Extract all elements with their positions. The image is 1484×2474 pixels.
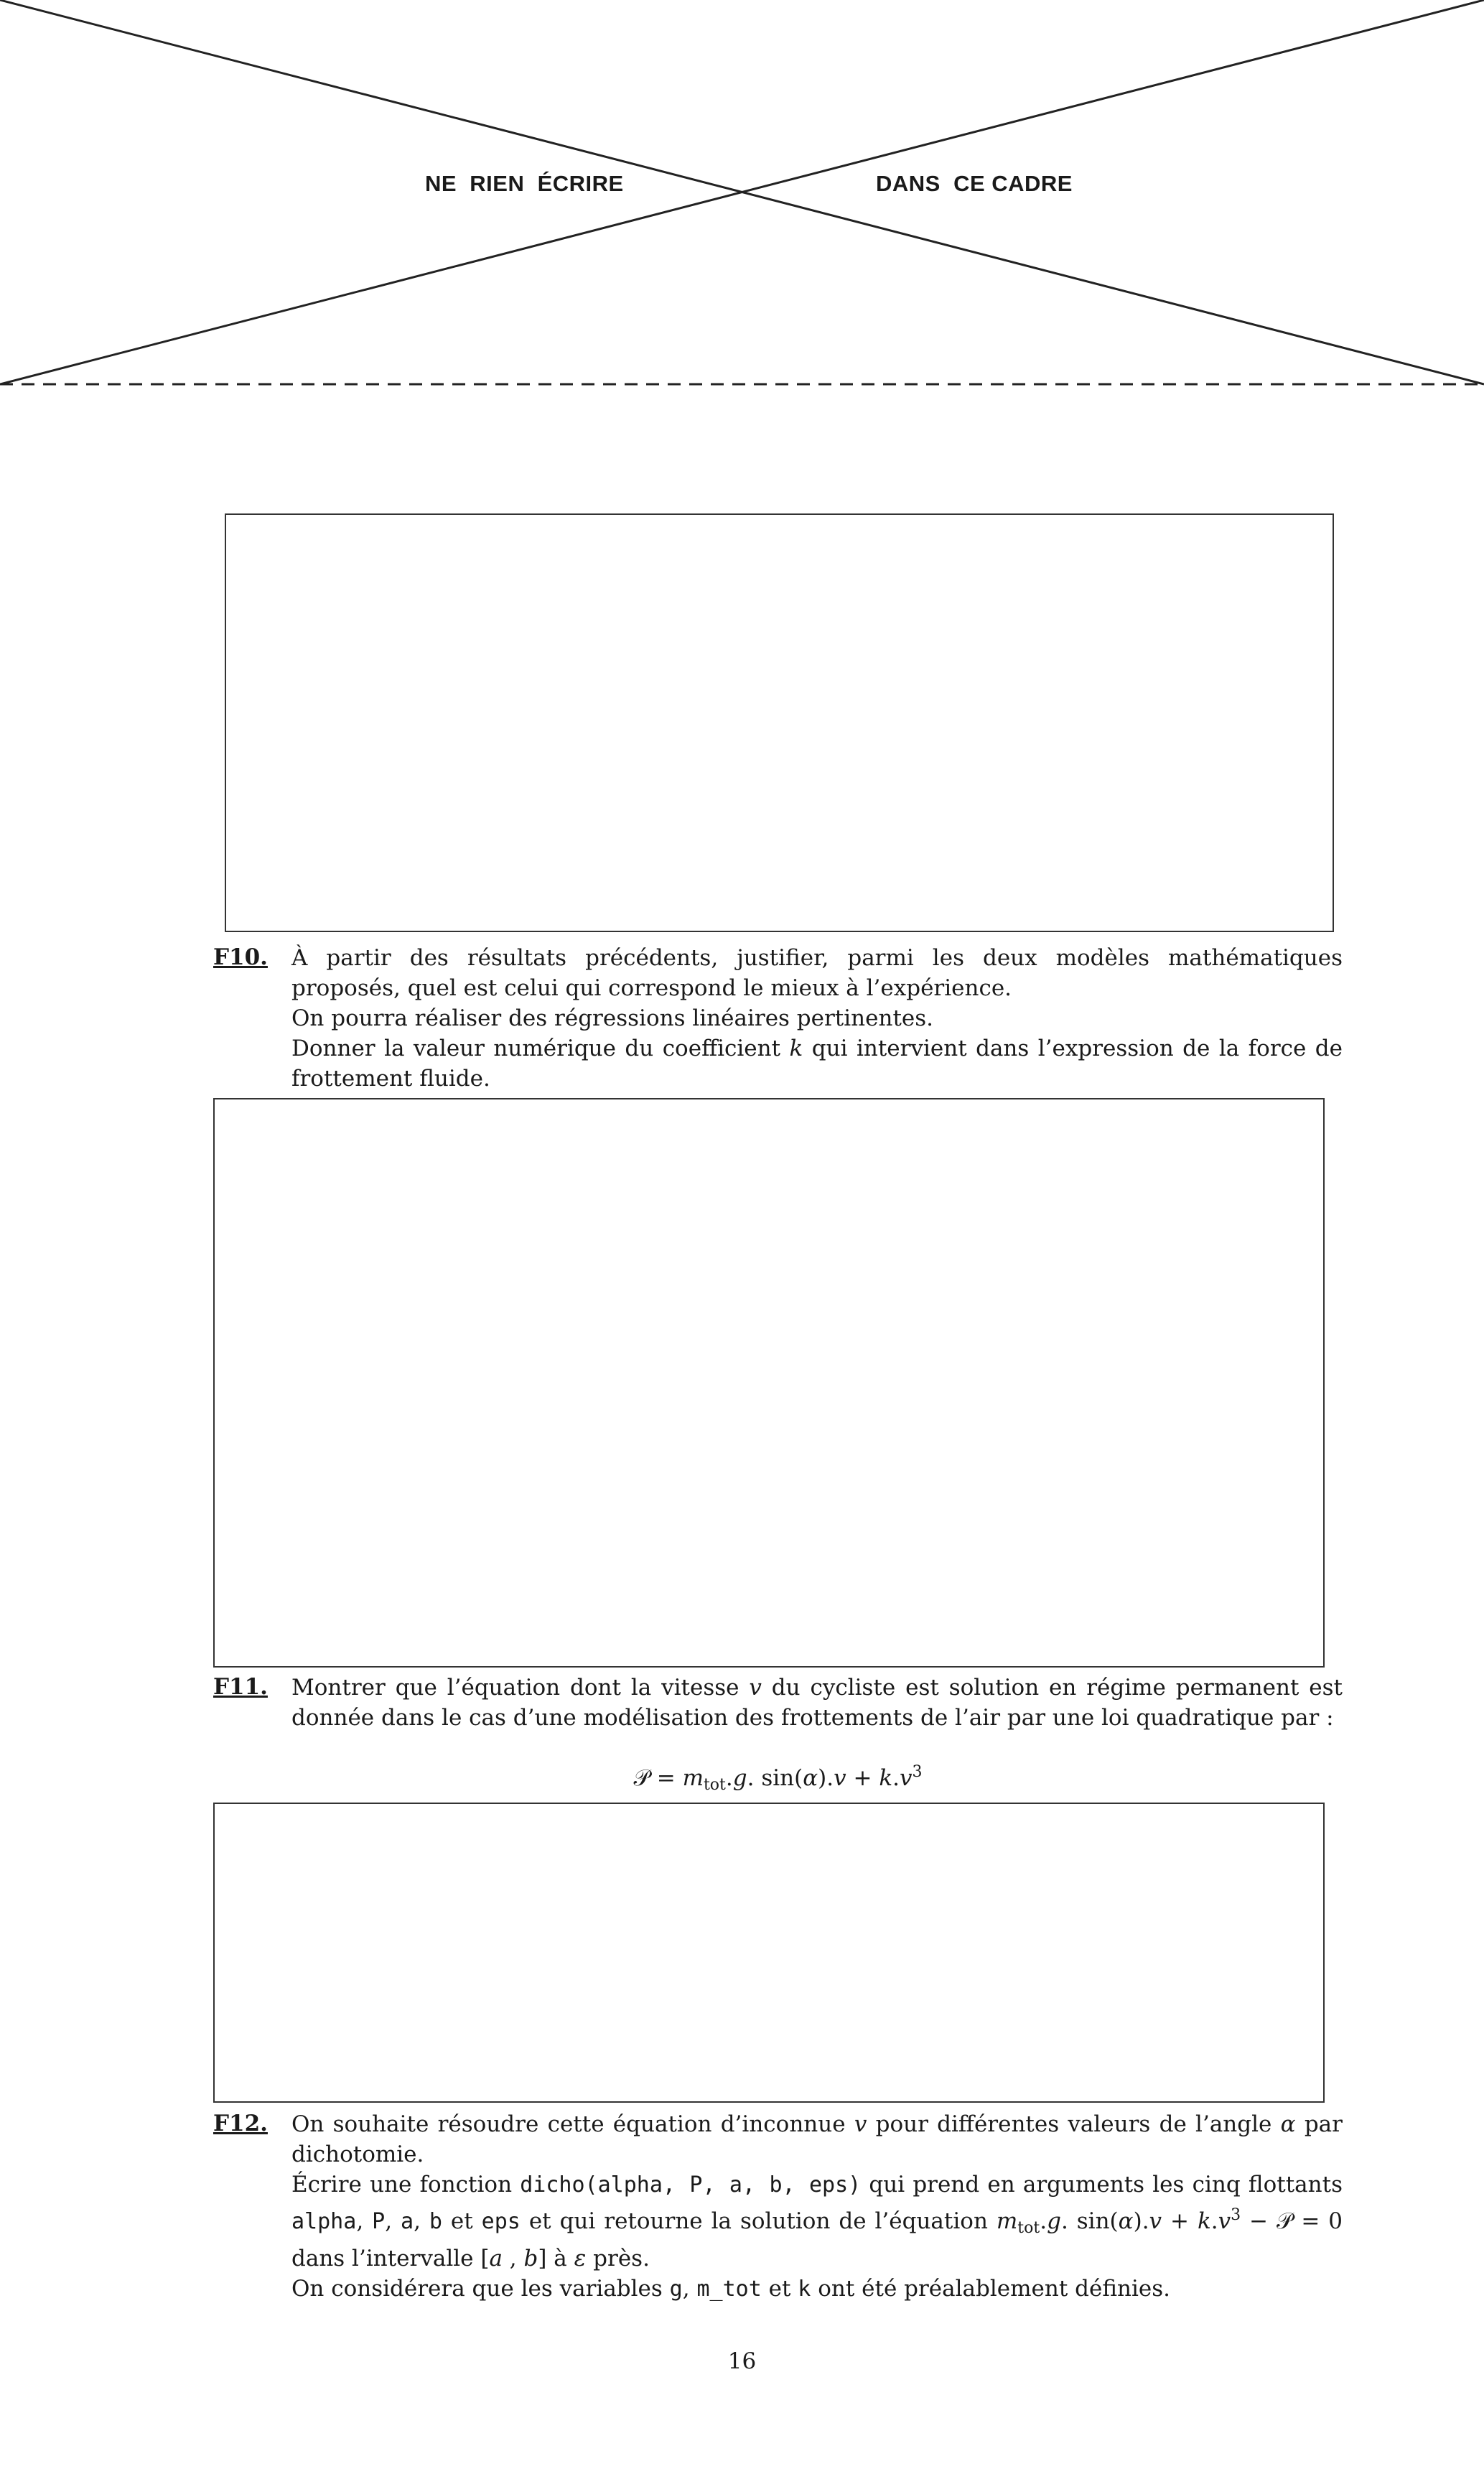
f10-line2: On pourra réaliser des régressions linéaires pertinentes. (291, 1005, 934, 1031)
question-text-f12 (291, 2109, 1343, 2305)
answer-box-f10[interactable] (213, 1098, 1325, 1668)
answer-box-f9[interactable] (225, 513, 1334, 932)
page-number: 16 (727, 2348, 757, 2374)
f10-line1: À partir des résultats précédents, justifier, parmi les deux modèles mathématiques proposés, quel est celui qui correspond le mieux à l’expérience. (291, 945, 1343, 1001)
f11-text: Montrer que l’équation dont la vitesse v du cycliste est solution en régime permanent est donnée dans le cas d’une modélisation des frottements de l’air par une loi quadratique par : (291, 1675, 1343, 1731)
answer-box-f11[interactable] (213, 1803, 1325, 2103)
question-label-f10: F10. (213, 944, 268, 970)
f12-line1: On souhaite résoudre cette équation d’inconnue v pour différentes valeurs de l’angle α par dichotomie. (291, 2111, 1343, 2167)
question-text-f10 (291, 943, 1343, 1094)
question-text-f11 (291, 1673, 1343, 1733)
question-label-f11: F11. (213, 1674, 268, 1700)
f12-line3: On considérera que les variables g, m_tot et k ont été préalablement définies. (291, 2276, 1171, 2302)
equation-f11: 𝒫 = $m_{tot}.g$. $\sin(\alpha).v + k.v^3$ (633, 1763, 923, 1794)
f10-line3: Donner la valeur numérique du coefficient k qui intervient dans l’expression de la force de frottement fluide. (291, 1036, 1343, 1092)
header-right-text: DANS CE CADRE (876, 171, 1073, 196)
question-label-f12: F12. (213, 2111, 268, 2136)
f12-line2: Écrire une fonction dicho(alpha, P, a, b, eps) qui prend en arguments les cinq flottants alpha, P, a, b et eps et qui retourne la solution de l’équation $m_{tot}.g$. $\sin(\alpha).v + k.v^3$ − 𝒫 = 0 dans l’intervalle [a , b] à ε près. (291, 2172, 1343, 2271)
header-left-text: NE RIEN ÉCRIRE (425, 171, 624, 196)
header-cross-frame (0, 0, 1484, 402)
